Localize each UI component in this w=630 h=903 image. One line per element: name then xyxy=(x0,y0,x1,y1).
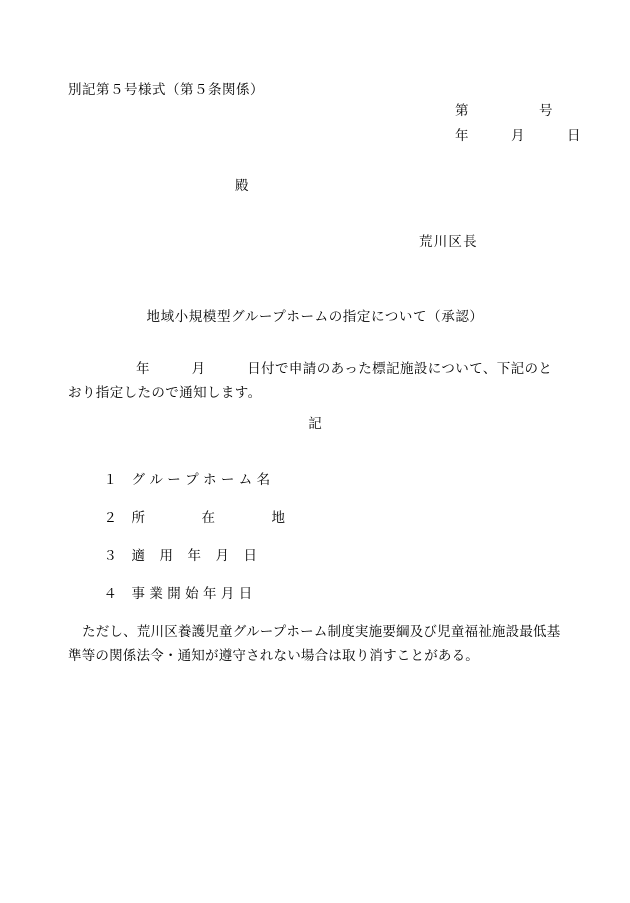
list-item xyxy=(88,566,253,618)
note-paragraph: ただし、荒川区養護児童グループホーム制度実施要綱及び児童福祉施設最低基準等の関係法令・通知が遵守されない場合は取り消すことがある。 xyxy=(68,624,561,663)
item-number: ２ xyxy=(103,510,118,525)
item-label: 適 用 年 月 日 xyxy=(131,548,258,563)
document-date-field: 年 月 日 xyxy=(455,128,581,143)
item-number: ４ xyxy=(103,586,118,601)
document-number-field: 第 号 xyxy=(455,103,553,118)
body-paragraph: 年 月 日付で申請のあった標記施設について、下記のとおり指定したので通知します。 xyxy=(68,361,553,400)
item-number: ３ xyxy=(103,548,118,563)
ki-marker: 記 xyxy=(308,416,322,431)
item-label: グ ル ー プ ホ ー ム 名 xyxy=(131,472,271,487)
page-title: 地域小規模型グループホームの指定について（承認） xyxy=(146,309,484,324)
item-number: １ xyxy=(103,472,118,487)
form-id-label: 別記第５号様式（第５条関係） xyxy=(68,82,264,97)
item-label: 所 在 地 xyxy=(131,510,286,525)
issuer-name: 荒川区長 xyxy=(419,234,478,249)
item-label: 事 業 開 始 年 月 日 xyxy=(131,586,253,601)
addressee-line: 殿 xyxy=(235,178,249,193)
